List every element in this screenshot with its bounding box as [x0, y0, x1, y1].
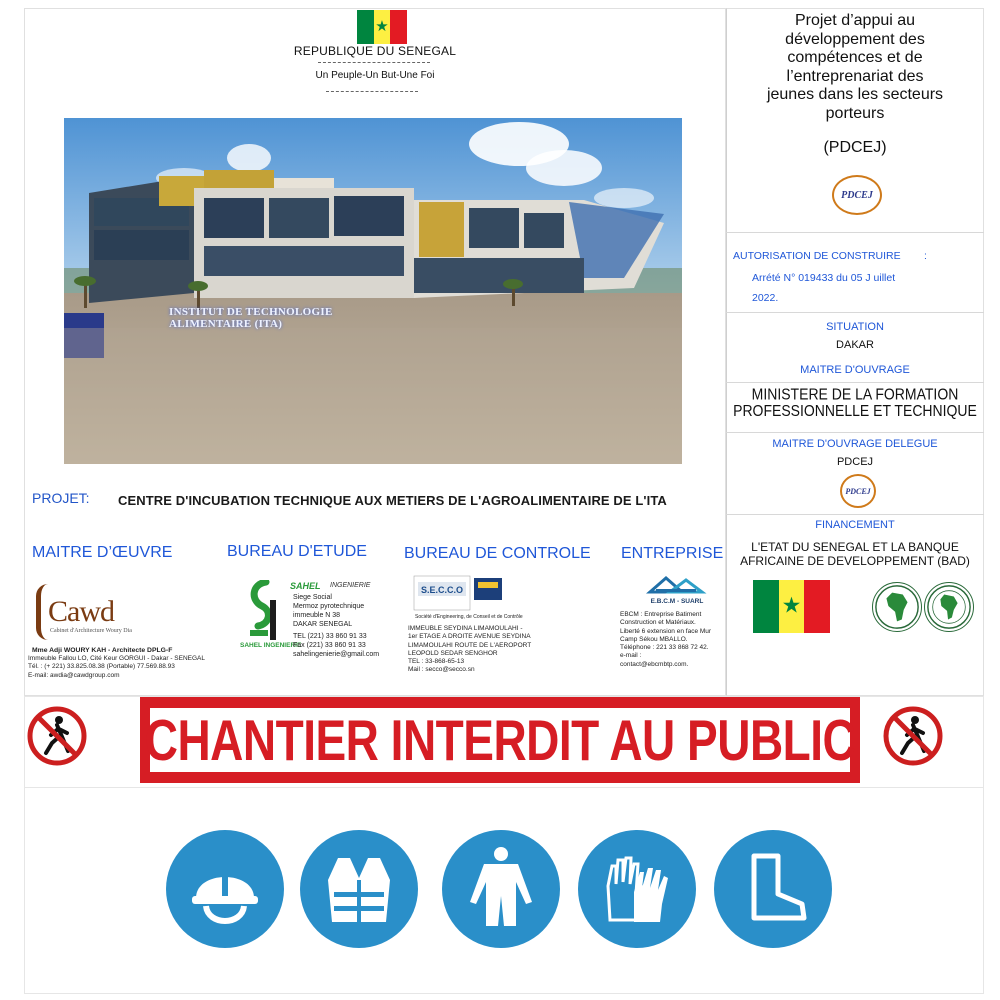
pdcej-logo-small: PDCEJ — [840, 474, 876, 508]
no-pedestrian-right-icon — [882, 705, 944, 767]
republic-title: REPUBLIQUE DU SENEGAL — [293, 44, 457, 58]
delegated-client-label: MAITRE D'OUVRAGE DELEGUE — [772, 438, 938, 450]
program-acronym: (PDCEJ) — [823, 139, 887, 156]
delegated-client-value: PDCEJ — [836, 456, 874, 468]
no-public-access-banner — [140, 697, 860, 783]
divider — [726, 232, 984, 233]
divider — [726, 312, 984, 313]
program-title: Projet d’appui au développement des compétences et de l’entreprenariat des jeunes dans les secteurs porteurs — [766, 12, 944, 122]
safety-vest-icon — [300, 830, 418, 948]
ebcm-logo-text: E.B.C.M - SUARL — [650, 598, 704, 605]
coverall-icon — [442, 830, 560, 948]
sahel-address: Siege Social Mermoz pyrotechnique immeuble N 38 DAKAR SENEGAL TEL (221) 33 860 91 33 Fax (221) 33 860 91 33 sahelingenierie@gmail.com — [293, 594, 380, 658]
sahel-brand: SAHEL — [290, 581, 321, 591]
entreprise-heading: ENTREPRISE — [621, 545, 724, 562]
cawd-logo-subtitle: Cabinet d'Architecture Woury Dia — [50, 628, 132, 634]
svg-text:S.E.C.C.O: S.E.C.C.O — [420, 585, 464, 595]
gloves-icon — [578, 830, 696, 948]
hard-hat-icon — [166, 830, 284, 948]
building-sign: INSTITUT DE TECHNOLOGIE ALIMENTAIRE (ITA) — [169, 306, 333, 330]
divider — [326, 91, 418, 92]
project-label: PROJET: — [32, 490, 90, 506]
building-rendering-image — [64, 118, 682, 464]
no-pedestrian-left-icon — [26, 705, 88, 767]
ebcm-address: EBCM : Entreprise Batiment Construction et Matériaux. Liberté 6 extension en face Mur Camp Sékou MBALLO. Téléphone : 221 33 868 72 42. e-mail : contact@ebcmbtp.com. — [620, 611, 712, 668]
afdb-logo-icon — [872, 582, 922, 632]
client-label: MAITRE D'OUVRAGE — [800, 364, 910, 376]
cawd-logo-word: Cawd — [48, 595, 114, 628]
maitre-oeuvre-heading: MAITRE D’ŒUVRE — [32, 544, 173, 561]
secco-caption: Société d'Engineering, de Conseil et de Contrôle — [415, 614, 523, 620]
safety-boot-icon — [714, 830, 832, 948]
bureau-controle-heading: BUREAU DE CONTROLE — [404, 545, 591, 562]
national-motto: Un Peuple-Un But-Une Foi — [315, 70, 435, 81]
secco-logo — [412, 574, 506, 618]
ebcm-logo — [640, 572, 714, 608]
bureau-etude-heading: BUREAU D'ETUDE — [227, 543, 367, 560]
situation-value: DAKAR — [836, 339, 874, 351]
afdb-logo-alt-icon — [924, 582, 974, 632]
divider — [726, 382, 984, 383]
funding-label: FINANCEMENT — [815, 519, 895, 531]
architect-address: Immeuble Fallou LO, Cité Keur GORGUI - Dakar - SENEGAL Tél. : (+ 221) 33.825.08.38 (Portable) 77.569.88.93 E-mail: awdia@cawdgroup.com — [28, 655, 205, 679]
divider — [318, 62, 430, 63]
sahel-brand-suffix: INGENIERIE — [330, 582, 371, 589]
cawd-logo — [36, 582, 136, 642]
divider — [726, 432, 984, 433]
project-title: CENTRE D'INCUBATION TECHNIQUE AUX METIERS DE L'AGROALIMENTAIRE DE L'ITA — [118, 493, 667, 508]
situation-label: SITUATION — [826, 321, 884, 333]
funding-value: L'ETAT DU SENEGAL ET LA BANQUE AFRICAINE DE DEVELOPPEMENT (BAD) — [740, 540, 970, 568]
building-permit-label: AUTORISATION DE CONSTRUIRE : — [733, 250, 927, 262]
banner-text: CHANTIER INTERDIT AU PUBLIC — [144, 707, 856, 773]
client-name: MINISTERE DE LA FORMATION PROFESSIONNELLE ET TECHNIQUE — [733, 385, 977, 420]
architect-name: Mme Adji WOURY KAH - Architecte DPLG-F — [32, 647, 173, 654]
senegal-flag-icon: ★ — [357, 10, 407, 44]
permit-decree: Arrété N° 019433 du 05 J uillet — [752, 272, 896, 284]
pdcej-logo: PDCEJ — [832, 175, 882, 215]
senegal-flag-large-icon: ★ — [753, 580, 830, 633]
divider — [726, 514, 984, 515]
sahel-logo-caption: SAHEL INGENIERIE — [240, 642, 302, 649]
secco-address: IMMEUBLE SEYDINA LIMAMOULAHI - 1er ETAGE A DROITE AVENUE SEYDINA LIMAMOULAHI ROUTE DE L'AEROPORT LEOPOLD SEDAR SENGHOR TEL : 33-868-65-13 Mail : secco@secco.sn — [408, 625, 532, 674]
permit-year: 2022. — [752, 292, 779, 304]
